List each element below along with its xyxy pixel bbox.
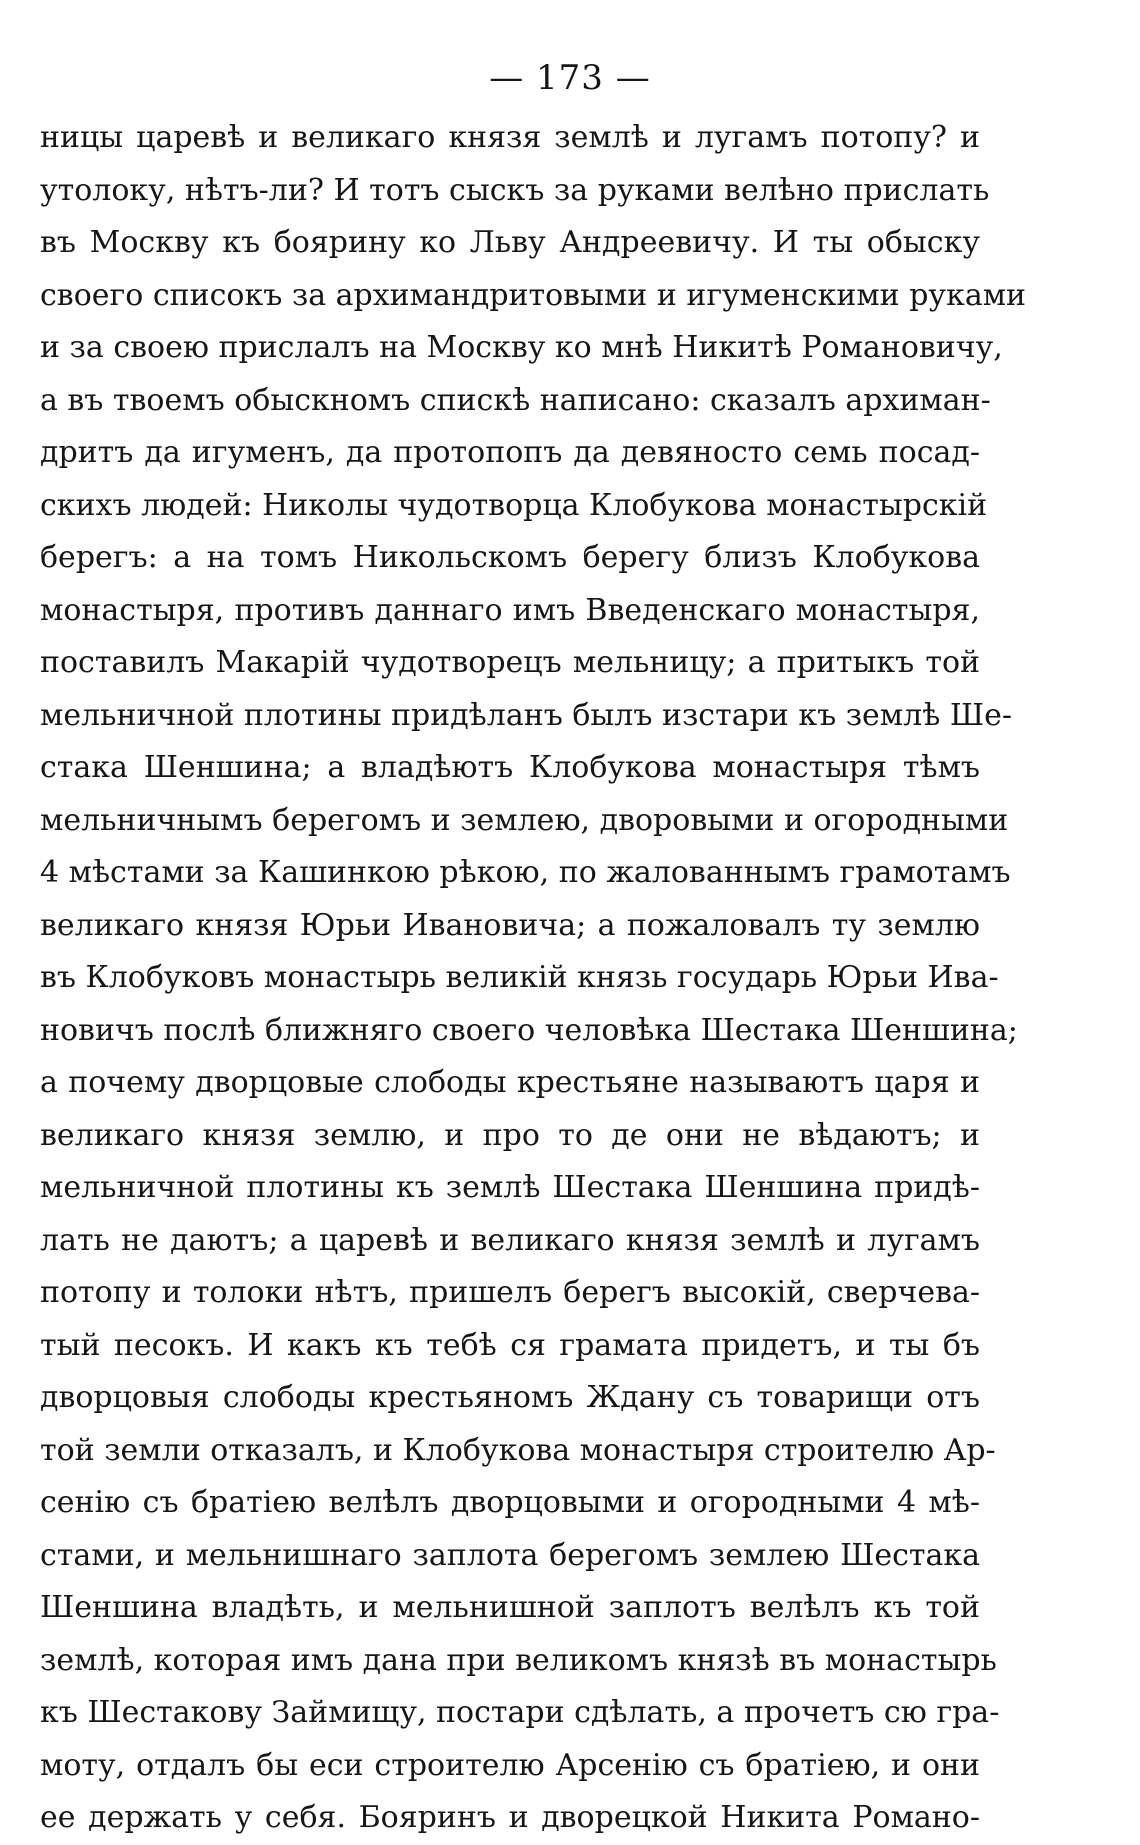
text-line: моту, отдалъ бы еси строителю Арсенію съ братіею, и они [40, 1747, 980, 1783]
text-line: лать не даютъ; а царевѣ и великаго князя землѣ и лугамъ [40, 1222, 980, 1258]
text-line: а почему дворцовые слободы крестьяне называютъ царя и [40, 1065, 980, 1100]
text-line: поставилъ Макарій чудотворецъ мельницу; а притыкъ той [40, 645, 980, 680]
text-line: въ Москву къ боярину ко Льву Андреевичу. И ты обыску [40, 225, 980, 260]
text-line: стами, и мельнишнаго заплота берегомъ землею Шестака [40, 1537, 980, 1573]
text-line: ее держать у себя. Бояринъ и дворецкой Никита Романо- [40, 1800, 980, 1835]
body-text [40, 112, 1027, 1845]
text-line: сенію съ братіею велѣлъ дворцовыми и огородными 4 мѣ- [40, 1485, 980, 1520]
text-line: берегъ: а на томъ Никольскомъ берегу близъ Клобукова [40, 540, 980, 575]
text-line: своего списокъ за архимандритовыми и игуменскими руками [40, 277, 1027, 313]
text-line: потопу и толоки нѣтъ, пришелъ берегъ высокій, сверчева- [40, 1275, 980, 1310]
page-number: — 173 — [489, 58, 651, 98]
text-line: мельничной плотины къ землѣ Шестака Шеншина придѣ- [40, 1170, 980, 1205]
text-line: великаго князя землю, и про то де они не вѣдаютъ; и [40, 1117, 980, 1153]
text-line: мельничнымъ берегомъ и землею, дворовыми и огородными [40, 802, 1009, 838]
text-line: 4 мѣстами за Кашинкою рѣкою, по жалованнымъ грамотамъ [40, 855, 1011, 890]
text-line: стака Шеншина; а владѣютъ Клобукова монастыря тѣмъ [40, 750, 980, 785]
text-line: въ Клобуковъ монастырь великій князь государь Юрьи Ива- [40, 960, 999, 995]
text-line: а въ твоемъ обыскномъ спискѣ написано: сказалъ архиман- [40, 382, 991, 418]
text-line: дритъ да игуменъ, да протопопъ да девяносто семь посад- [40, 435, 980, 470]
text-line: дворцовыя слободы крестьяномъ Ждану съ товарищи отъ [40, 1380, 980, 1415]
text-line: ницы царевѣ и великаго князя землѣ и лугамъ потопу? и [40, 120, 980, 155]
text-line: мельничной плотины придѣланъ былъ изстари къ землѣ Ше- [40, 697, 1012, 733]
text-line: къ Шестакову Займищу, постари сдѣлать, а прочетъ сю гра- [40, 1695, 1000, 1730]
text-line: скихъ людей: Николы чудотворца Клобукова монастырскій [40, 487, 988, 523]
text-line: утолоку, нѣтъ-ли? И тотъ сыскъ за руками велѣно прислать [40, 172, 990, 208]
text-line: новичъ послѣ ближняго своего человѣка Шестака Шеншина; [40, 1012, 1018, 1048]
text-line: тый песокъ. И какъ къ тебѣ ся грамата придетъ, и ты бъ [40, 1327, 980, 1363]
text-line: великаго князя Юрьи Ивановича; а пожаловалъ ту землю [40, 907, 980, 943]
text-line: и за своею прислалъ на Москву ко мнѣ Никитѣ Романовичу, [40, 330, 1003, 365]
text-line: Шеншина владѣть, и мельнишной заплотъ велѣлъ къ той [40, 1590, 980, 1625]
text-line: землѣ, которая имъ дана при великомъ князѣ въ монастырь [40, 1642, 997, 1678]
text-line: монастыря, противъ даннаго имъ Введенскаго монастыря, [40, 592, 980, 628]
text-line: той земли отказалъ, и Клобукова монастыря строителю Ар- [40, 1432, 996, 1468]
